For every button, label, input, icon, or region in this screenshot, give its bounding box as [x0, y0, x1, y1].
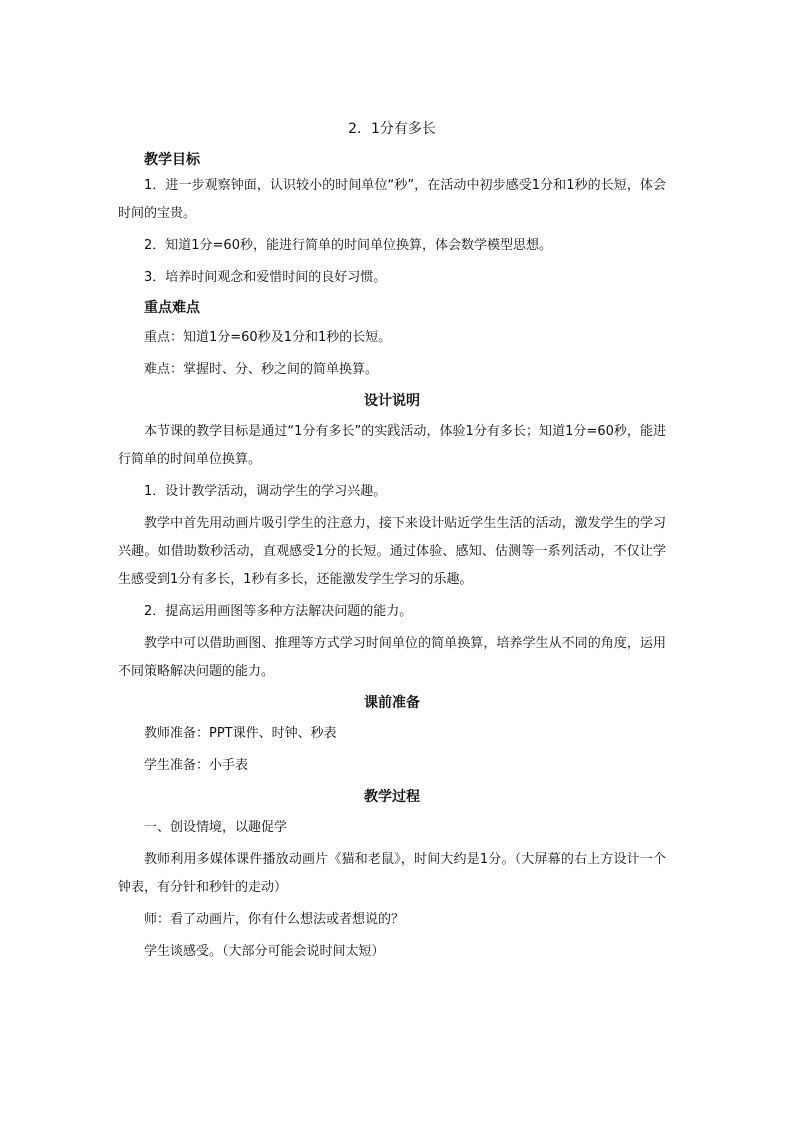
process-paragraph: 学生谈感受。（大部分可能会说时间太短）: [144, 944, 385, 959]
process-paragraph: 教师利用多媒体课件播放动画片《猫和老鼠》，时间大约是1分。（大屏幕的右上方设计一个钟表，有分针和秒针的走动）: [118, 852, 666, 895]
objective-item: 1．进一步观察钟面，认识较小的时间单位“秒”，在活动中初步感受1分和1秒的长短，体会时间的宝贵。: [118, 178, 666, 221]
design-paragraph: 1．设计教学活动，调动学生的学习兴趣。: [144, 484, 387, 499]
preparation-item: 教师准备：PPT课件、时钟、秒表: [144, 726, 337, 741]
key-points-heading: 重点难点: [144, 300, 200, 316]
design-paragraph: 教学中可以借助画图、推理等方式学习时间单位的简单换算，培养学生从不同的角度，运用不同策略解决问题的能力。: [118, 636, 666, 679]
process-paragraph: 一、创设情境，以趣促学: [144, 820, 288, 835]
design-heading: 设计说明: [364, 393, 420, 409]
objective-item: 2．知道1分=60秒，能进行简单的时间单位换算，体会数学模型思想。: [144, 238, 552, 253]
process-heading: 教学过程: [364, 789, 420, 805]
document-title: 2．1分有多长: [348, 121, 436, 137]
design-paragraph: 本节课的教学目标是通过“1分有多长”的实践活动，体验1分有多长；知道1分=60秒，能进行简单的时间单位换算。: [118, 424, 666, 467]
key-point-item: 难点：掌握时、分、秒之间的简单换算。: [144, 362, 379, 377]
key-point-item: 重点：知道1分=60秒及1分和1秒的长短。: [144, 330, 392, 345]
objective-item: 3．培养时间观念和爱惜时间的良好习惯。: [144, 270, 387, 285]
preparation-heading: 课前准备: [364, 695, 420, 711]
design-paragraph: 2．提高运用画图等多种方法解决问题的能力。: [144, 604, 413, 619]
objectives-heading: 教学目标: [144, 152, 200, 168]
process-paragraph: 师：看了动画片，你有什么想法或者想说的？: [144, 912, 405, 927]
design-paragraph: 教学中首先用动画片吸引学生的注意力，接下来设计贴近学生生活的活动，激发学生的学习兴趣。如借助数秒活动，直观感受1分的长短。通过体验、感知、估测等一系列活动，不仅让学生感受到1分有多长，1秒有多长，还能激发学生学习的乐趣。: [118, 516, 666, 587]
preparation-item: 学生准备：小手表: [144, 758, 249, 773]
